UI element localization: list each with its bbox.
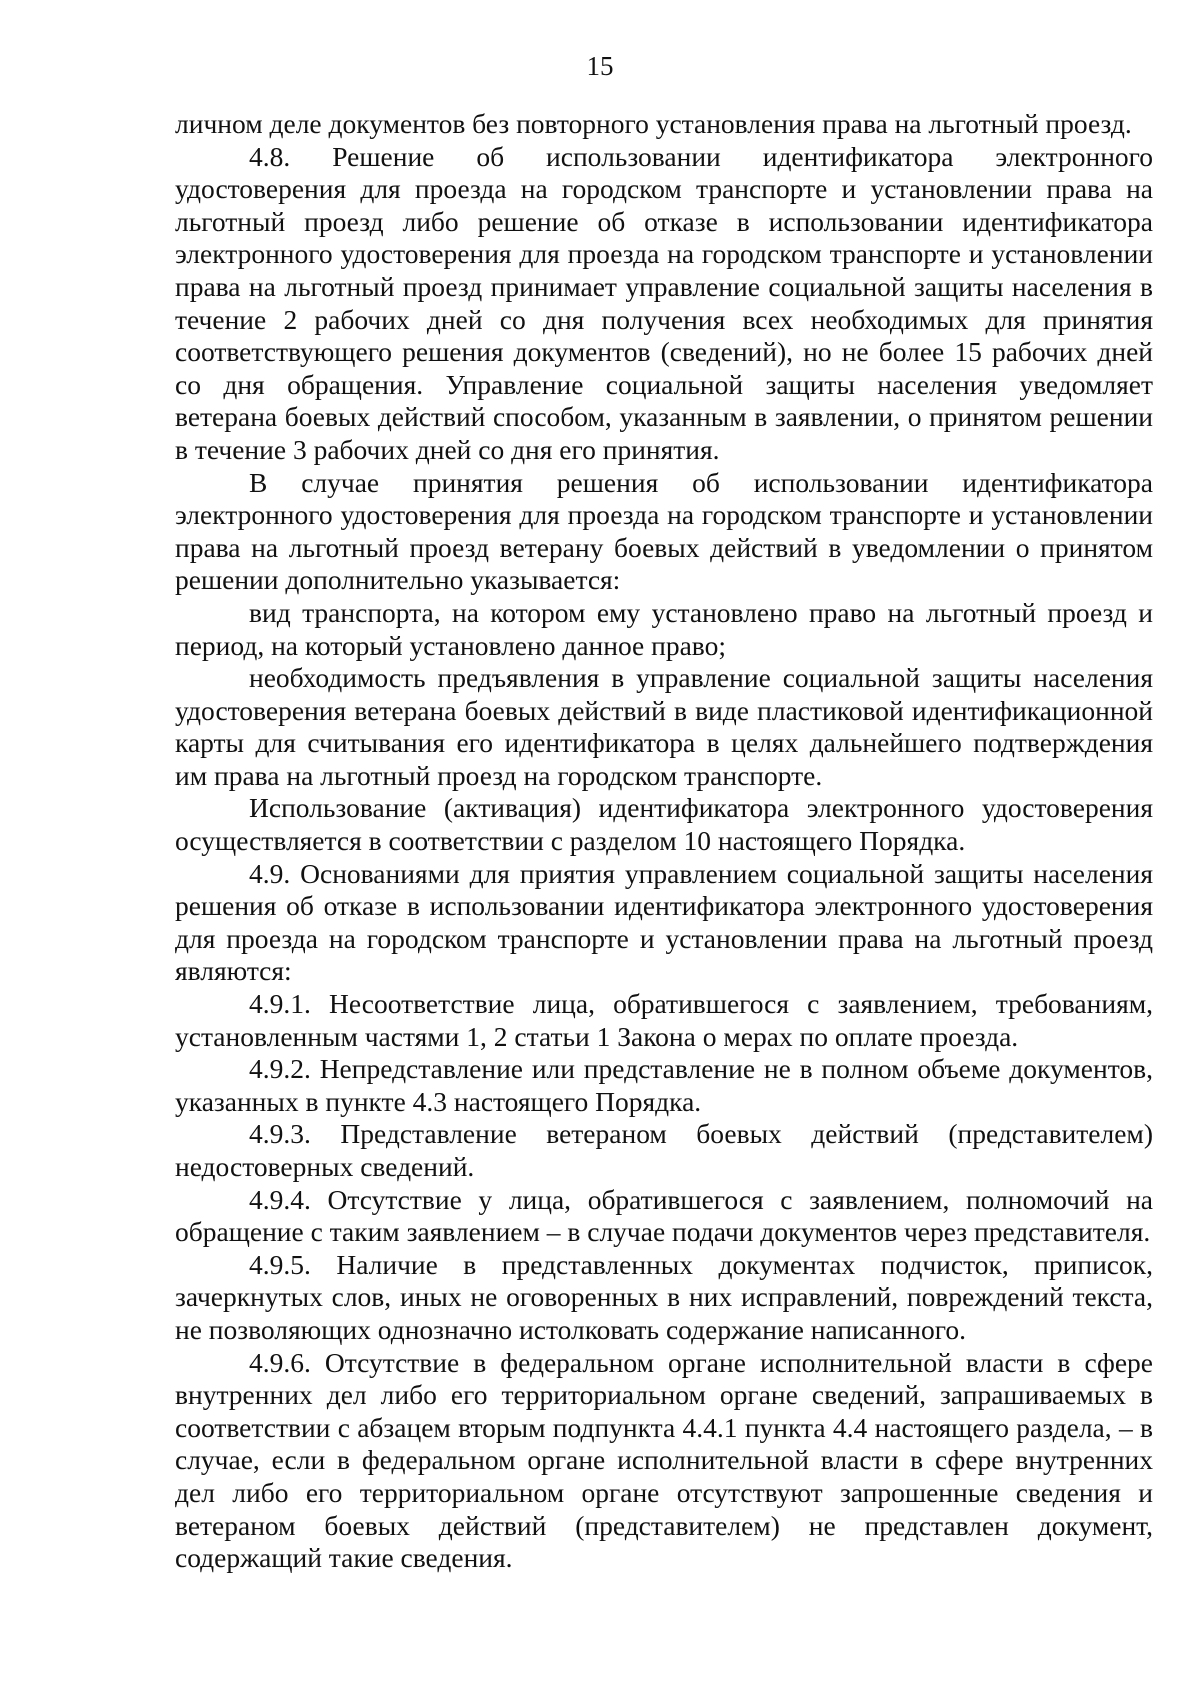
paragraph-4-9: 4.9. Основаниями для приятия управлением социальной защиты населения решения об отказе в использовании идентификатора электронного удостоверения для проезда на городском транспорте и установлении права на льготный проезд являются: — [175, 857, 1153, 987]
paragraph-activation: Использование (активация) идентификатора электронного удостоверения осуществляется в соответствии с разделом 10 настоящего Порядка. — [175, 792, 1153, 857]
paragraph-decision-notice: В случае принятия решения об использовании идентификатора электронного удостоверения для проезда на городском транспорте и установлении права на льготный проезд ветерану боевых действий в уведомлении о принятом решении дополнительно указывается: — [175, 466, 1153, 596]
paragraph-4-9-1: 4.9.1. Несоответствие лица, обратившегося с заявлением, требованиям, установленным частями 1, 2 статьи 1 Закона о мерах по оплате проезда. — [175, 988, 1153, 1052]
paragraph-4-9-4: 4.9.4. Отсутствие у лица, обратившегося с заявлением, полномочий на обращение с таким заявлением – в случае подачи документов через представителя. — [175, 1183, 1153, 1248]
paragraph-4-9-6: 4.9.6. Отсутствие в федеральном органе исполнительной власти в сфере внутренних дел либо его территориальном органе сведений, запрашиваемых в соответствии с абзацем вторым подпункта 4.4.1 пункта 4.4 настоящего раздела, – в случае, если в федеральном органе исполнительной власти в сфере внутренних дел либо его территориальном органе отсутствуют запрошенные сведения и ветераном боевых действий (представителем) не представлен документ, содержащий такие сведения. — [175, 1346, 1153, 1574]
paragraph-card-presentation: необходимость предъявления в управление социальной защиты населения удостоверения ветерана боевых действий в виде пластиковой идентификационной карты для считывания его идентификатора в целях дальнейшего подтверждения им права на льготный проезд на городском транспорте. — [175, 662, 1153, 791]
paragraph-transport-type: вид транспорта, на котором ему установлено право на льготный проезд и период, на который установлено данное право; — [175, 596, 1153, 661]
paragraph-4-8: 4.8. Решение об использовании идентификатора электронного удостоверения для проезда на городском транспорте и установлении права на льготный проезд либо решение об отказе в использовании идентификатора электронного удостоверения для проезда на городском транспорте и установлении права на льготный проезд принимает управление социальной защиты населения в течение 2 рабочих дней со дня получения всех необходимых для принятия соответствующего решения документов (сведений), но не более 15 рабочих дней со дня обращения. Управление социальной защиты населения уведомляет ветерана боевых действий способом, указанным в заявлении, о принятом решении в течение 3 рабочих дней со дня его принятия. — [175, 140, 1153, 465]
page-number: 15 — [586, 51, 614, 81]
paragraph-4-9-3: 4.9.3. Представление ветераном боевых действий (представителем) недостоверных сведений. — [175, 1118, 1153, 1182]
paragraph-4-9-5: 4.9.5. Наличие в представленных документах подчисток, приписок, зачеркнутых слов, иных не оговоренных в них исправлений, повреждений текста, не позволяющих однозначно истолковать содержание написанного. — [175, 1248, 1153, 1345]
document-body — [175, 108, 1153, 1575]
paragraph-4-9-2: 4.9.2. Непредставление или представление не в полном объеме документов, указанных в пункте 4.3 настоящего Порядка. — [175, 1053, 1153, 1117]
paragraph-continuation: личном деле документов без повторного установления права на льготный проезд. — [175, 108, 1132, 139]
